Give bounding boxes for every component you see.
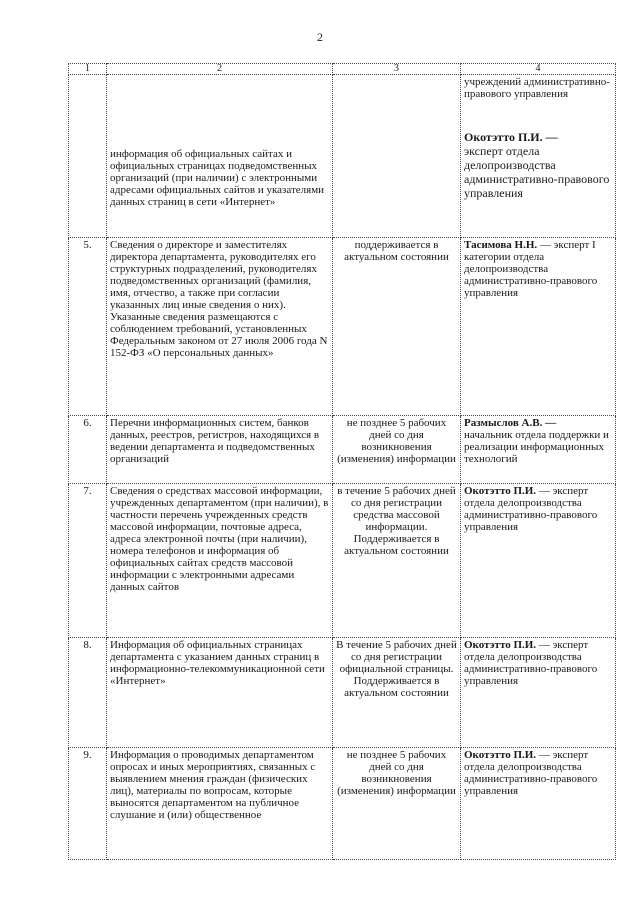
row-responsible [461, 416, 616, 484]
information-table [68, 63, 616, 860]
row-responsible [461, 638, 616, 748]
row-description: Перечни информационных систем, банков данных, реестров, регистров, находящихся в ведении департамента и подведомственных организаций [107, 416, 333, 484]
row-deadline [333, 75, 461, 238]
row-responsible [461, 748, 616, 860]
table-row [69, 638, 616, 748]
row-number [69, 75, 107, 238]
responsible-position: — эксперт отдела делопроизводства административно-правового управления [464, 749, 598, 797]
description-text: информация об официальных сайтах и официальных страницах подведомственных организаций (при наличии) с электронными адресами официальных сайтов и указателями данных страниц в сети «Интернет» [110, 148, 325, 208]
row-description: Информация о проводимых департаментом опросах и иных мероприятиях, связанных с выявлением мнения граждан (физических лиц), материалы по вопросам, которые выносятся департаментом на публичное слушание и (или) общественное [107, 748, 333, 860]
responsible-position: — эксперт отдела делопроизводства административно-правового управления [464, 485, 598, 533]
row-number: 9. [69, 748, 107, 860]
responsible-continuation: учреждений административно-правового управления [464, 76, 610, 100]
responsible-position: эксперт отдела делопроизводства административно-правового управления [464, 144, 610, 200]
row-description [107, 75, 333, 238]
table-header-row [69, 64, 616, 75]
row-deadline: в течение 5 рабочих дней со дня регистрации средства массовой информации. Поддерживается в актуальном состоянии [333, 484, 461, 638]
header-col-2: 2 [107, 64, 333, 75]
responsible-name: Окотэтто П.И. [464, 639, 537, 651]
row-deadline: В течение 5 рабочих дней со дня регистрации официальной страницы. Поддерживается в актуальном состоянии [333, 638, 461, 748]
header-col-3: 3 [333, 64, 461, 75]
row-number: 8. [69, 638, 107, 748]
page-number: 2 [317, 30, 323, 44]
responsible-position: — эксперт I категории отдела делопроизводства административно-правового управления [464, 239, 598, 299]
description-text: Сведения о директоре и заместителях директора департамента, руководителях его структурных подразделений, руководителях подведомственных организаций (фамилия, имя, отчество, а также при согласии указанных лиц иные сведения о них). [110, 239, 317, 311]
row-description: Сведения о средствах массовой информации, учрежденных департаментом (при наличии), в частности перечень учрежденных средств массовой информации, почтовые адреса, адреса электронной почты (при наличии), номера телефонов и информация об официальных сайтах средств массовой информации с электронными адресами данных сайтов [107, 484, 333, 638]
table-row [69, 416, 616, 484]
responsible-name: Размыслов А.В. — [464, 417, 557, 429]
row-responsible [461, 238, 616, 416]
table-row [69, 748, 616, 860]
row-description [107, 238, 333, 416]
row-description: Информация об официальных страницах департамента с указанием данных страниц в информационно-телекоммуникационной сети «Интернет» [107, 638, 333, 748]
responsible-name: Окотэтто П.И. [464, 749, 537, 761]
table-row [69, 75, 616, 238]
header-col-1: 1 [69, 64, 107, 75]
responsible-position: — эксперт отдела делопроизводства административно-правового управления [464, 639, 598, 687]
responsible-position: начальник отдела поддержки и реализации информационных технологий [464, 429, 609, 465]
row-responsible [461, 75, 616, 238]
responsible-name: Тасимова Н.Н. [464, 239, 538, 251]
table-row [69, 484, 616, 638]
description-extra-text: Указанные сведения размещаются с соблюдением требований, установленных Федеральным законом от 27 июля 2006 года N 152-ФЗ «О персональных данных» [110, 311, 328, 359]
responsible-name: Окотэтто П.И. — [464, 130, 558, 144]
row-deadline: поддерживается в актуальном состоянии [333, 238, 461, 416]
row-responsible [461, 484, 616, 638]
row-number: 6. [69, 416, 107, 484]
row-number: 5. [69, 238, 107, 416]
row-number: 7. [69, 484, 107, 638]
row-deadline: не позднее 5 рабочих дней со дня возникновения (изменения) информации [333, 416, 461, 484]
responsible-name: Окотэтто П.И. [464, 485, 537, 497]
table-row [69, 238, 616, 416]
header-col-4: 4 [461, 64, 616, 75]
row-deadline: не позднее 5 рабочих дней со дня возникновения (изменения) информации [333, 748, 461, 860]
